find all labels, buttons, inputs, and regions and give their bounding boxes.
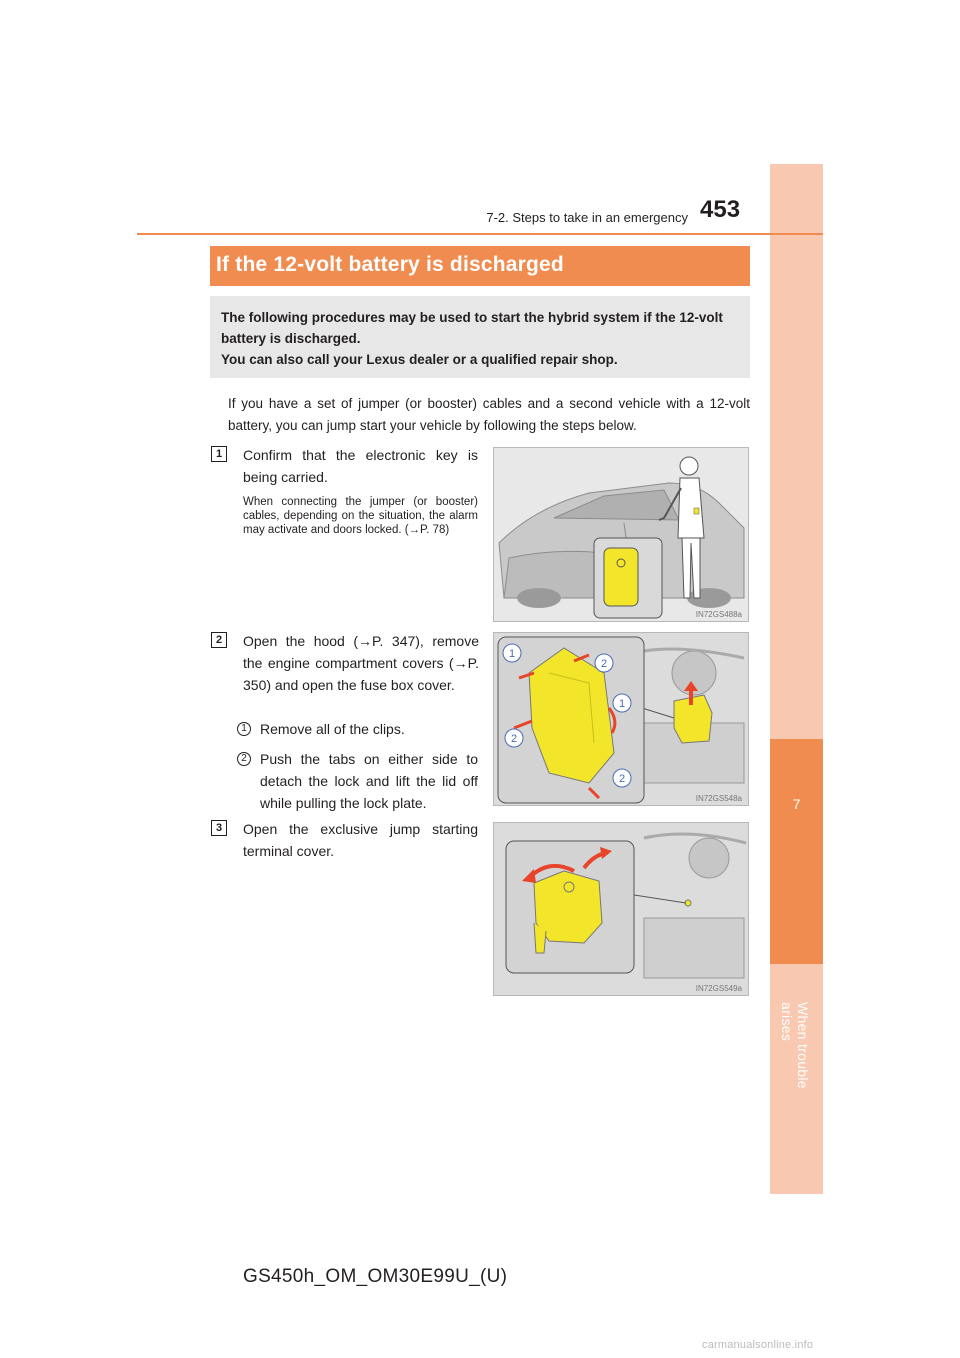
callout-2b: 2 bbox=[510, 733, 518, 745]
page-number: 453 bbox=[700, 196, 741, 223]
step-3-badge: 3 bbox=[211, 820, 227, 836]
header-divider bbox=[137, 233, 823, 235]
footer-document-id: GS450h_OM_OM30E99U_(U) bbox=[243, 1266, 508, 1287]
substep-2-badge: 2 bbox=[237, 752, 251, 766]
fuse-box-illustration bbox=[494, 633, 749, 806]
intro-line-2: You can also call your Lexus dealer or a qualified repair shop. bbox=[221, 352, 618, 367]
figure-fuse-box bbox=[493, 632, 749, 806]
figure-code-3: IN72GS549a bbox=[695, 984, 742, 993]
intro-box bbox=[210, 296, 750, 378]
header-section-title: 7-2. Steps to take in an emergency bbox=[486, 210, 688, 225]
step-2-badge: 2 bbox=[211, 632, 227, 648]
car-key-illustration bbox=[494, 448, 749, 622]
chapter-number: 7 bbox=[792, 796, 801, 812]
watermark: carmanualsonline.info bbox=[702, 1339, 814, 1351]
callout-2c: 2 bbox=[618, 773, 626, 785]
callout-1b: 1 bbox=[618, 698, 626, 710]
section-title: If the 12-volt battery is discharged bbox=[210, 246, 750, 286]
figure-code-1: IN72GS488a bbox=[695, 610, 742, 619]
callout-1a: 1 bbox=[508, 648, 516, 660]
figure-jump-terminal bbox=[493, 822, 749, 996]
step-1-badge: 1 bbox=[211, 446, 227, 462]
substep-1-text: Remove all of the clips. bbox=[260, 721, 405, 737]
chapter-side-tab bbox=[770, 164, 823, 1194]
callout-2a: 2 bbox=[600, 658, 608, 670]
body-paragraph: If you have a set of jumper (or booster) cables and a second vehicle with a 12-volt battery, you can jump start your vehicle by following the steps below. bbox=[228, 396, 750, 433]
figure-code-2: IN72GS548a bbox=[695, 794, 742, 803]
jump-terminal-illustration bbox=[494, 823, 749, 996]
figure-electronic-key bbox=[493, 447, 749, 622]
chapter-title: When trouble arises bbox=[779, 1002, 811, 1089]
step-1-note: When connecting the jumper (or booster) cables, depending on the situation, the alarm may activate and doors locked. (→P. 78) bbox=[243, 496, 478, 536]
substep-2-text: Push the tabs on either side to detach the lock and lift the lid off while pulling the lock plate. bbox=[260, 751, 478, 811]
substep-1-badge: 1 bbox=[237, 722, 251, 736]
chapter-highlight bbox=[770, 739, 823, 964]
intro-line-1: The following procedures may be used to start the hybrid system if the 12-volt battery is discharged. bbox=[221, 310, 723, 346]
step-1-text: Confirm that the electronic key is being carried. bbox=[243, 447, 478, 485]
step-3-text: Open the exclusive jump starting terminal cover. bbox=[243, 821, 478, 859]
step-2-text: Open the hood (→P. 347), remove the engine compartment covers (→P. 350) and open the fuse box cover. bbox=[243, 633, 479, 693]
